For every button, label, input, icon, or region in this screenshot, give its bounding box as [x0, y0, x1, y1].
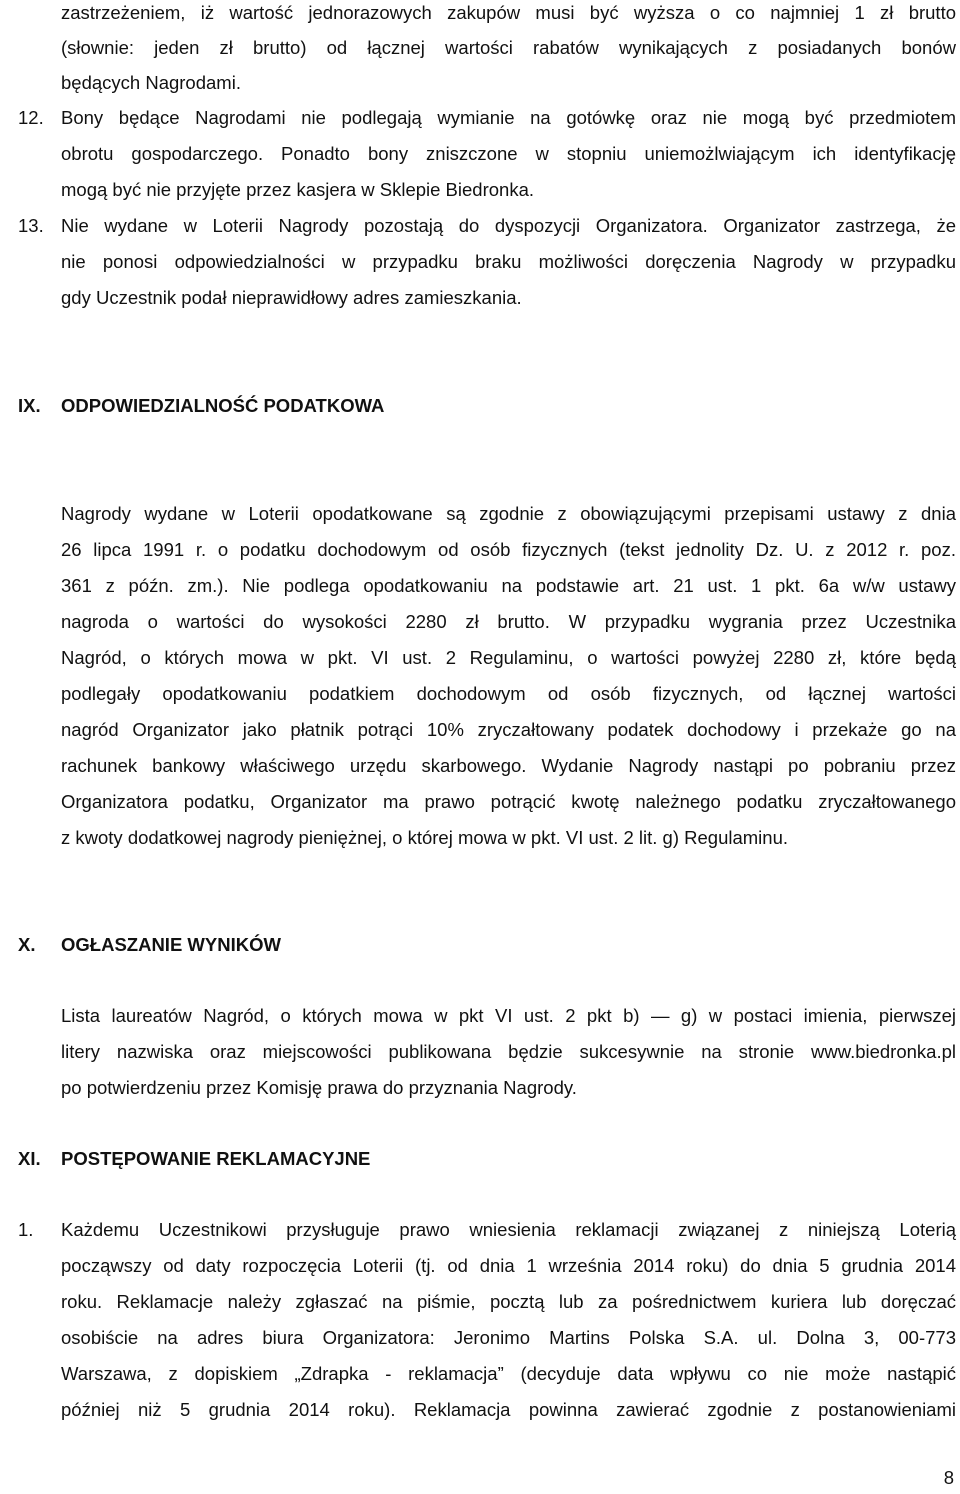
paragraph-line: (słownie: jeden zł brutto) od łącznej wartości rabatów wynikających z posiadanych bonów	[61, 37, 956, 58]
section-number: XI.	[18, 1148, 41, 1169]
paragraph-line: rachunek bankowy właściwego urzędu skarbowego. Wydanie Nagrody nastąpi po pobraniu przez	[61, 755, 956, 776]
paragraph-line: będących Nagrodami.	[61, 72, 241, 93]
list-number: 12.	[18, 107, 44, 128]
paragraph-line: roku. Reklamacje należy zgłaszać na piśmie, pocztą lub za pośrednictwem kuriera lub doręczać	[61, 1291, 956, 1312]
section-title: ODPOWIEDZIALNOŚĆ PODATKOWA	[61, 395, 385, 416]
paragraph-line: Nagród, o których mowa w pkt. VI ust. 2 Regulaminu, o wartości powyżej 2280 zł, które będą	[61, 647, 956, 668]
paragraph-line: Nagrody wydane w Loterii opodatkowane są zgodnie z obowiązującymi przepisami ustawy z dnia	[61, 503, 956, 524]
paragraph-line: obrotu gospodarczego. Ponadto bony zniszczone w stopniu uniemożlwiającym ich identyfikację	[61, 143, 956, 164]
paragraph-line: nagroda o wartości do wysokości 2280 zł brutto. W przypadku wygrania przez Uczestnika	[61, 611, 956, 632]
section-number: X.	[18, 934, 36, 955]
section-title: POSTĘPOWANIE REKLAMACYJNE	[61, 1148, 371, 1169]
section-number: IX.	[18, 395, 41, 416]
paragraph-line: Lista laureatów Nagród, o których mowa w pkt VI ust. 2 pkt b) — g) w postaci imienia, pierwszej	[61, 1005, 956, 1026]
paragraph-line: podlegały opodatkowaniu podatkiem dochodowym od osób fizycznych, od łącznej wartości	[61, 683, 956, 704]
list-number: 13.	[18, 215, 44, 236]
paragraph-line: Organizatora podatku, Organizator ma prawo potrącić kwotę należnego podatku zryczałtowanego	[61, 791, 956, 812]
page-number: 8	[943, 1467, 954, 1488]
paragraph-line: osobiście na adres biura Organizatora: Jeronimo Martins Polska S.A. ul. Dolna 3, 00-773	[61, 1327, 956, 1348]
paragraph-line: począwszy od daty rozpoczęcia Loterii (tj. od dnia 1 września 2014 roku) do dnia 5 grudnia 2014	[61, 1255, 956, 1276]
paragraph-line: gdy Uczestnik podał nieprawidłowy adres zamieszkania.	[61, 287, 522, 308]
paragraph-line: 26 lipca 1991 r. o podatku dochodowym od osób fizycznych (tekst jednolity Dz. U. z 2012 r. poz.	[61, 539, 956, 560]
paragraph-line: mogą być nie przyjęte przez kasjera w Sklepie Biedronka.	[61, 179, 535, 200]
paragraph-line: zastrzeżeniem, iż wartość jednorazowych zakupów musi być wyższa o co najmniej 1 zł brutto	[61, 2, 956, 23]
paragraph-line: później niż 5 grudnia 2014 roku). Reklamacja powinna zawierać zgodnie z postanowieniami	[61, 1399, 956, 1420]
paragraph-line: po potwierdzeniu przez Komisję prawa do przyznania Nagrody.	[61, 1077, 577, 1098]
paragraph-line: nagród Organizator jako płatnik potrąci 10% zryczałtowany podatek dochodowy i przekaże go na	[61, 719, 956, 740]
paragraph-line: Nie wydane w Loterii Nagrody pozostają do dyspozycji Organizatora. Organizator zastrzega, że	[61, 215, 956, 236]
paragraph-line: z kwoty dodatkowej nagrody pieniężnej, o której mowa w pkt. VI ust. 2 lit. g) Regulaminu.	[61, 827, 788, 848]
section-title: OGŁASZANIE WYNIKÓW	[61, 934, 281, 955]
list-number: 1.	[18, 1219, 34, 1240]
paragraph-line: litery nazwiska oraz miejscowości publikowana będzie sukcesywnie na stronie www.biedronka.pl	[61, 1041, 956, 1062]
paragraph-line: nie ponosi odpowiedzialności w przypadku braku możliwości doręczenia Nagrody w przypadku	[61, 251, 956, 272]
paragraph-line: Każdemu Uczestnikowi przysługuje prawo wniesienia reklamacji związanej z niniejszą Loterią	[61, 1219, 956, 1240]
paragraph-line: Warszawa, z dopiskiem „Zdrapka - reklamacja” (decyduje data wpływu co nie może nastąpić	[61, 1363, 956, 1384]
paragraph-line: Bony będące Nagrodami nie podlegają wymianie na gotówkę oraz nie mogą być przedmiotem	[61, 107, 956, 128]
paragraph-line: 361 z późn. zm.). Nie podlega opodatkowaniu na podstawie art. 21 ust. 1 pkt. 6a w/w ustawy	[61, 575, 956, 596]
